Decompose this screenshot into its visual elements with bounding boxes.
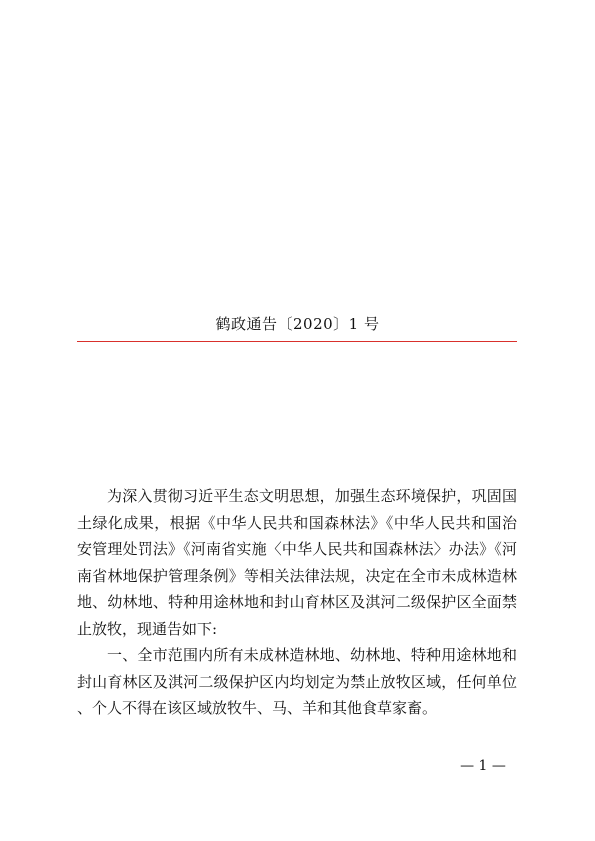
document-body xyxy=(77,483,517,722)
document-number: 鹤政通告〔2020〕1 号 xyxy=(215,315,380,333)
body-paragraph-item-1: 一、全市范围内所有未成林造林地、幼林地、特种用途林地和封山育林区及淇河二级保护区内均划定为禁止放牧区域，任何单位、个人不得在该区域放牧牛、马、羊和其他食草家畜。 xyxy=(77,646,517,717)
page-number: — 1 — xyxy=(460,758,506,774)
body-paragraph-preamble: 为深入贯彻习近平生态文明思想，加强生态环境保护，巩固国土绿化成果，根据《中华人民共和国森林法》《中华人民共和国治安管理处罚法》《河南省实施〈中华人民共和国森林法〉办法》《河南省林地保护管理条例》等相关法律法规，决定在全市未成林造林地、幼林地、特种用途林地和封山育林区及淇河二级保护区全面禁止放牧，现通告如下: xyxy=(77,487,517,638)
red-separator-line xyxy=(77,341,517,342)
